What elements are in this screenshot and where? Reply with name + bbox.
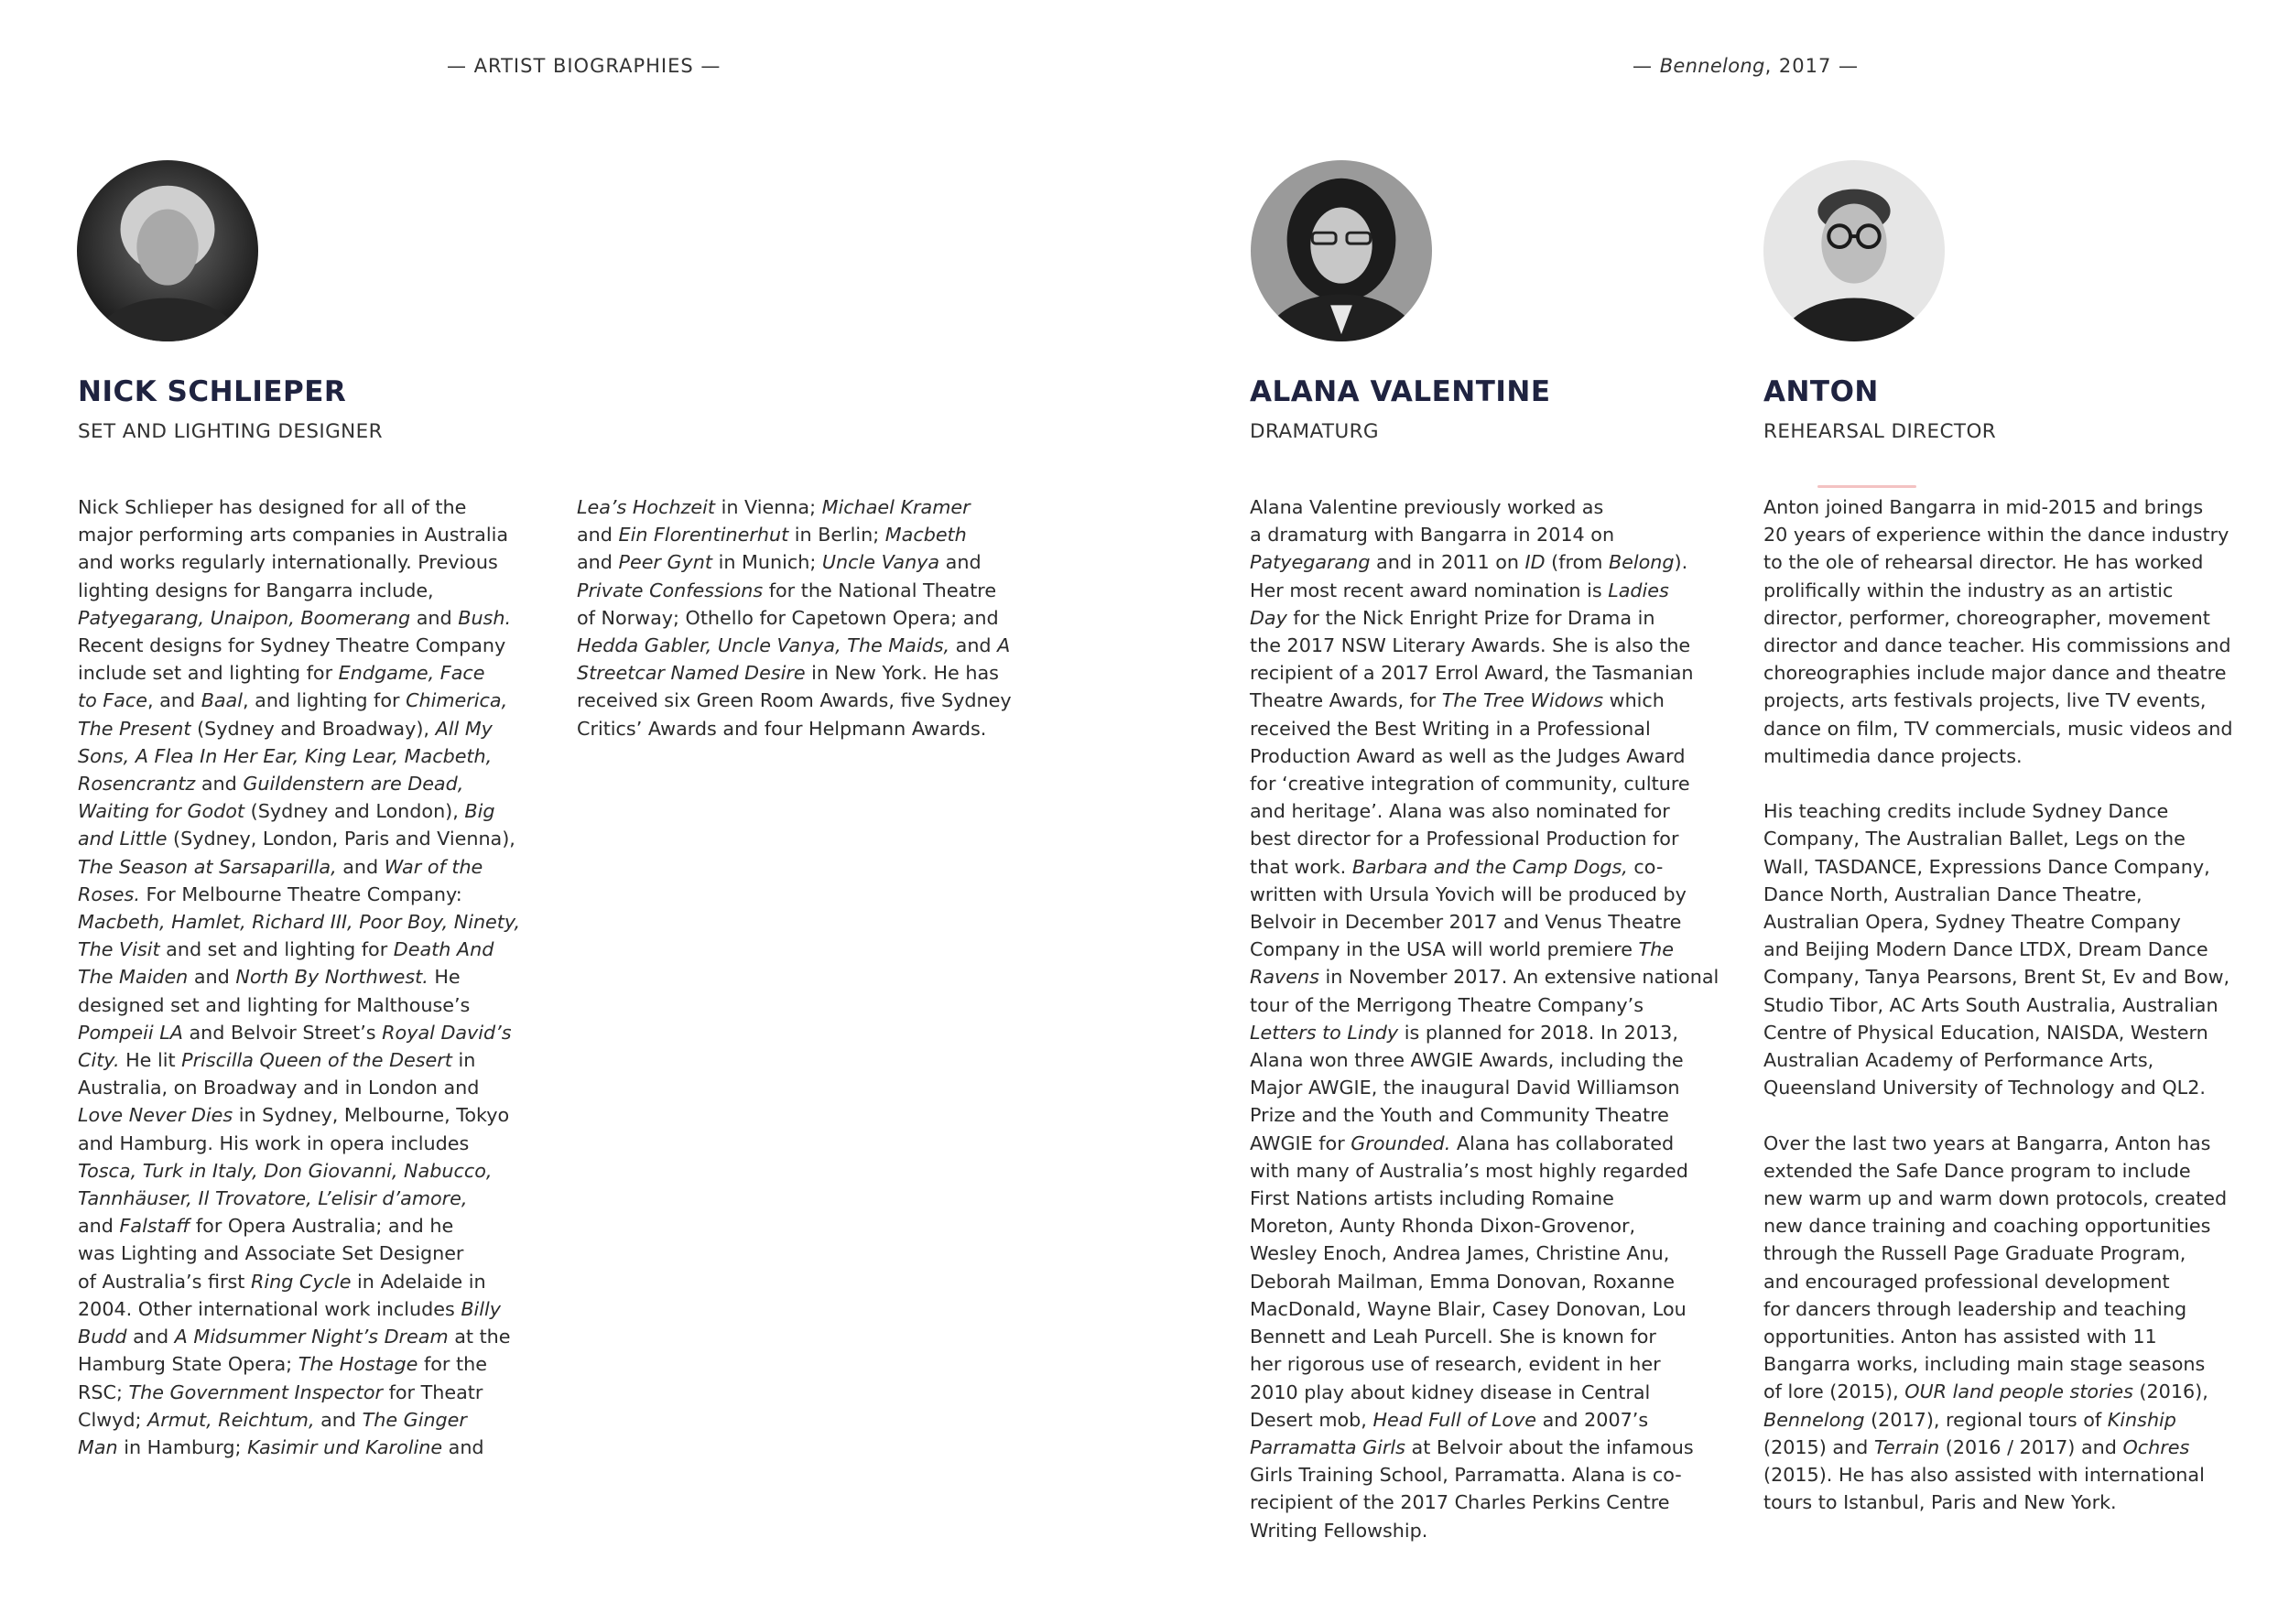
bio-line: Centre of Physical Education, NAISDA, Western [1763,1021,2208,1044]
bio-line: (2015) and Terrain (2016 / 2017) and Ochres [1763,1435,2190,1458]
bio-line: and heritage’. Alana was also nominated for [1250,800,1670,823]
bio-line: (2015). He has also assisted with international [1763,1464,2205,1487]
bio-line: Australian Opera, Sydney Theatre Company [1763,911,2181,934]
bio-line: and Ein Florentinerhut in Berlin; Macbeth [577,524,967,547]
bio-line: Production Award as well as the Judges Award [1250,744,1686,767]
bio-nick-schlieper-col2 [577,493,1012,742]
bio-line: designed set and lighting for Malthouse’s [78,993,471,1016]
bio-anton [1763,493,2233,1516]
bio-line: AWGIE for Grounded. Alana has collaborated [1250,1131,1675,1154]
bio-line: Ravens in November 2017. An extensive national [1250,966,1719,989]
bio-line: received the Best Writing in a Professional [1250,717,1651,740]
bio-line: Patyegarang, Unaipon, Boomerang and Bush. [78,606,512,629]
decorative-mark [1817,485,1916,488]
bio-line: projects, arts festivals projects, live TV events, [1763,689,2207,712]
bio-line: Bennelong (2017), regional tours of Kinship [1763,1408,2176,1431]
bio-line: director, performer, choreographer, movement [1763,606,2210,629]
bio-line: Love Never Dies in Sydney, Melbourne, Tokyo [78,1104,510,1127]
bio-line: Dance North, Australian Dance Theatre, [1763,882,2143,905]
section-header-artist-biographies: — ARTIST BIOGRAPHIES — [447,55,721,77]
bio-line: The Visit and set and lighting for Death And [78,938,494,961]
bio-line: Theatre Awards, for The Tree Widows which [1250,689,1665,712]
bio-line: Australian Academy of Performance Arts, [1763,1049,2154,1072]
header-year: , 2017 — [1764,55,1860,77]
bio-line: Tannhäuser, Il Trovatore, L’elisir d’amore, [78,1187,468,1210]
header-dash-open: — [1633,55,1660,77]
bio-line: to Face, and Baal, and lighting for Chimerica, [78,689,508,712]
bio-alana-valentine [1250,493,1719,1544]
bio-line: Over the last two years at Bangarra, Anton has [1763,1131,2211,1154]
bio-line: of lore (2015), OUR land people stories (2016), [1763,1380,2208,1403]
bio-line: Belvoir in December 2017 and Venus Theatre [1250,911,1682,934]
bio-line: 2004. Other international work includes Billy [78,1297,502,1320]
portrait-image [1763,160,1945,341]
bio-nick-schlieper-col1 [78,493,520,1461]
bio-line: Sons, A Flea In Her Ear, King Lear, Macbeth, [78,744,493,767]
bio-line: Australia, on Broadway and in London and [78,1077,480,1099]
bio-line: that work. Barbara and the Camp Dogs, co- [1250,855,1664,878]
bio-line: Private Confessions for the National Theatre [577,579,997,601]
bio-line: Alana Valentine previously worked as [1250,496,1604,518]
bio-line: The Season at Sarsaparilla, and War of the [78,855,483,878]
bio-line: Streetcar Named Desire in New York. He has [577,662,999,685]
bio-line: Man in Hamburg; Kasimir und Karoline and [78,1435,484,1458]
bio-line: Queensland University of Technology and QL2. [1763,1077,2206,1099]
bio-line: received six Green Room Awards, five Sydney [577,689,1012,712]
artist-name: ANTON [1763,375,1879,408]
bio-line: Company, Tanya Pearsons, Brent St, Ev and Bow, [1763,966,2230,989]
bio-line: was Lighting and Associate Set Designer [78,1242,464,1265]
bio-line: The Maiden and North By Northwest. He [78,966,461,989]
artist-role: REHEARSAL DIRECTOR [1763,420,1997,443]
bio-line: Hedda Gabler, Uncle Vanya, The Maids, and A [577,634,1011,657]
bio-line: Studio Tibor, AC Arts South Australia, Australian [1763,993,2218,1016]
bio-line: extended the Safe Dance program to include [1763,1159,2191,1182]
bio-line: dance on film, TV commercials, music videos and [1763,717,2233,740]
bio-line: with many of Australia’s most highly regarded [1250,1159,1688,1182]
bio-line: His teaching credits include Sydney Dance [1763,800,2169,823]
bio-line: Recent designs for Sydney Theatre Company [78,634,506,657]
header-production-title: Bennelong [1659,55,1765,77]
bio-line: Wall, TASDANCE, Expressions Dance Company, [1763,855,2210,878]
artist-role: DRAMATURG [1250,420,1379,443]
bio-line: Patyegarang and in 2011 on ID (from Belong). [1250,551,1688,574]
bio-line: Hamburg State Opera; The Hostage for the [78,1353,487,1376]
bio-line: for dancers through leadership and teaching [1763,1297,2187,1320]
bio-line: to the ole of rehearsal director. He has worked [1763,551,2204,574]
bio-line: Pompeii LA and Belvoir Street’s Royal David’s [78,1021,512,1044]
artist-name: NICK SCHLIEPER [78,375,347,408]
bio-line: and Beijing Modern Dance LTDX, Dream Dance [1763,938,2208,961]
bio-line: Nick Schlieper has designed for all of the [78,496,467,518]
bio-line: Moreton, Aunty Rhonda Dixon-Grovenor, [1250,1215,1636,1238]
bio-line: Roses. For Melbourne Theatre Company: [78,882,462,905]
artist-name: ALANA VALENTINE [1250,375,1551,408]
bio-line: Budd and A Midsummer Night’s Dream at the [78,1326,511,1348]
bio-line: The Present (Sydney and Broadway), All My [78,717,493,740]
portrait-nick-schlieper [77,160,258,341]
bio-line: tour of the Merrigong Theatre Company’s [1250,993,1644,1016]
bio-line: for ‘creative integration of community, culture [1250,773,1690,796]
bio-line: Girls Training School, Parramatta. Alana is co- [1250,1464,1682,1487]
bio-line: best director for a Professional Production for [1250,828,1679,850]
bio-line: Macbeth, Hamlet, Richard III, Poor Boy, Ninety, [78,911,521,934]
bio-line: her rigorous use of research, evident in her [1250,1353,1661,1376]
bio-line: Wesley Enoch, Andrea James, Christine Anu, [1250,1242,1670,1265]
section-header-production [1633,55,1859,77]
bio-line: the 2017 NSW Literary Awards. She is also the [1250,634,1691,657]
bio-line: City. He lit Priscilla Queen of the Desert in [78,1049,476,1072]
bio-line: RSC; The Government Inspector for Theatr [78,1380,483,1403]
bio-line: Major AWGIE, the inaugural David Williamson [1250,1077,1680,1099]
bio-line: and Falstaff for Opera Australia; and he [78,1215,454,1238]
bio-line: tours to Istanbul, Paris and New York. [1763,1491,2117,1514]
bio-line: new dance training and coaching opportunities [1763,1215,2211,1238]
bio-line: written with Ursula Yovich will be produced by [1250,882,1687,905]
bio-line: Prize and the Youth and Community Theatre [1250,1104,1669,1127]
artist-role: SET AND LIGHTING DESIGNER [78,420,383,443]
bio-line: and Little (Sydney, London, Paris and Vienna), [78,828,515,850]
bio-line: a dramaturg with Bangarra in 2014 on [1250,524,1615,547]
paragraph-break [1763,770,2233,797]
bio-line: Critics’ Awards and four Helpmann Awards. [577,717,987,740]
bio-line: major performing arts companies in Australia [78,524,509,547]
bio-line: Company in the USA will world premiere The [1250,938,1674,961]
bio-line: Tosca, Turk in Italy, Don Giovanni, Nabucco, [78,1159,493,1182]
bio-line: and Hamburg. His work in opera includes [78,1131,470,1154]
bio-line: and Peer Gynt in Munich; Uncle Vanya and [577,551,982,574]
paragraph-break [1763,1101,2233,1129]
bio-line: of Australia’s first Ring Cycle in Adelaide in [78,1270,486,1293]
bio-line: multimedia dance projects. [1763,744,2023,767]
bio-line: Deborah Mailman, Emma Donovan, Roxanne [1250,1270,1675,1293]
bio-line: Desert mob, Head Full of Love and 2007’s [1250,1408,1649,1431]
bio-line: Alana won three AWGIE Awards, including the [1250,1049,1684,1072]
bio-line: Parramatta Girls at Belvoir about the infamous [1250,1435,1694,1458]
bio-line: prolifically within the industry as an artistic [1763,579,2174,601]
bio-line: Clwyd; Armut, Reichtum, and The Ginger [78,1408,467,1431]
bio-line: of Norway; Othello for Capetown Opera; and [577,606,999,629]
bio-line: Writing Fellowship. [1250,1519,1428,1542]
bio-line: MacDonald, Wayne Blair, Casey Donovan, Lou [1250,1297,1687,1320]
portrait-image [77,160,258,341]
bio-line: Lea’s Hochzeit in Vienna; Michael Kramer [577,496,971,518]
bio-line: First Nations artists including Romaine [1250,1187,1614,1210]
bio-line: new warm up and warm down protocols, created [1763,1187,2228,1210]
bio-line: opportunities. Anton has assisted with 11 [1763,1326,2157,1348]
bio-line: Bangarra works, including main stage seasons [1763,1353,2206,1376]
bio-line: lighting designs for Bangarra include, [78,579,434,601]
bio-line: Day for the Nick Enright Prize for Drama in [1250,606,1655,629]
bio-line: and encouraged professional development [1763,1270,2170,1293]
portrait-image [1251,160,1432,341]
bio-line: 20 years of experience within the dance industry [1763,524,2229,547]
bio-line: 2010 play about kidney disease in Central [1250,1380,1651,1403]
portrait-anton [1763,160,1945,341]
bio-line: Bennett and Leah Purcell. She is known for [1250,1326,1656,1348]
bio-line: Anton joined Bangarra in mid-2015 and brings [1763,496,2204,518]
bio-line: include set and lighting for Endgame, Face [78,662,485,685]
bio-line: and works regularly internationally. Previous [78,551,498,574]
bio-line: recipient of the 2017 Charles Perkins Centre [1250,1491,1670,1514]
bio-line: director and dance teacher. His commissions and [1763,634,2231,657]
bio-line: Rosencrantz and Guildenstern are Dead, [78,773,464,796]
bio-line: Her most recent award nomination is Ladies [1250,579,1669,601]
bio-line: choreographies include major dance and theatre [1763,662,2227,685]
bio-line: through the Russell Page Graduate Program, [1763,1242,2186,1265]
bio-line: recipient of a 2017 Errol Award, the Tasmanian [1250,662,1694,685]
bio-line: Letters to Lindy is planned for 2018. In 2013, [1250,1021,1678,1044]
bio-line: Company, The Australian Ballet, Legs on the [1763,828,2186,850]
bio-line: Waiting for Godot (Sydney and London), Big [78,800,495,823]
portrait-alana-valentine [1251,160,1432,341]
